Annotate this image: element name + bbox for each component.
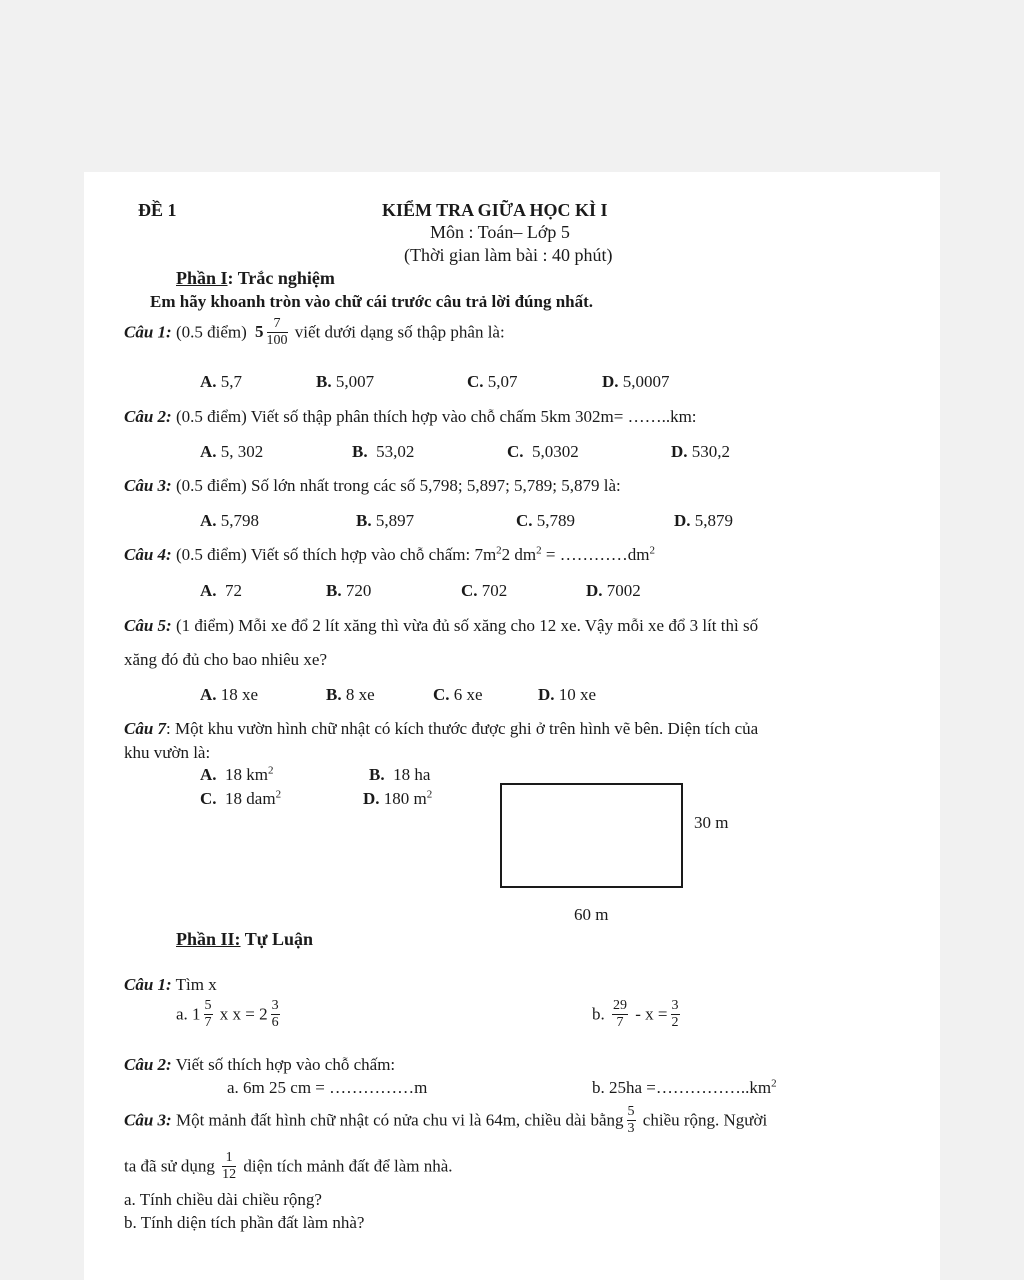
q1-fraction bbox=[267, 317, 288, 348]
exam-page bbox=[84, 172, 940, 1280]
q3-text bbox=[124, 476, 621, 496]
q2-label: Câu 2: bbox=[124, 407, 172, 426]
q4-label: Câu 4: bbox=[124, 545, 172, 564]
t1-part-a: a. 1 $\frac{5}{7}$ x x = 2 $\frac{3}{6}$ bbox=[176, 998, 279, 1030]
q2-option-c: C. 5,0302 bbox=[507, 442, 579, 461]
q5-label: Câu 5: bbox=[124, 616, 172, 635]
q7-option-b: B. 18 ha bbox=[369, 765, 431, 784]
t2-part-a: a. 6m 25 cm = ……………m bbox=[227, 1078, 428, 1097]
t2-text: Câu 2: Viết số thích hợp vào chỗ chấm: bbox=[124, 1055, 396, 1074]
q7-label: Câu 7 bbox=[124, 719, 167, 738]
exam-time: (Thời gian làm bài : 40 phút) bbox=[404, 245, 613, 265]
part1-title: Phần I bbox=[176, 268, 228, 288]
q5-line1: Câu 5: (1 điểm) Mỗi xe đổ 2 lít xăng thì vừa đủ số xăng cho 12 xe. Vậy mỗi xe đổ 3 lít thì số bbox=[124, 616, 759, 635]
q7-option-d: D. 180 $m^2$ bbox=[363, 788, 433, 808]
exam-number: ĐỀ 1 bbox=[138, 200, 177, 220]
t3-line2: ta đã sử dụng $\frac{1}{12}$ diện tích mảnh đất để làm nhà. bbox=[124, 1150, 453, 1182]
q1-numerator: 7 bbox=[267, 317, 288, 333]
q1-option-a: A. 5,7 bbox=[200, 372, 243, 391]
q7-line2: khu vườn là: bbox=[124, 743, 211, 762]
q3-question: (0.5 điểm) Số lớn nhất trong các số 5,798; 5,897; 5,789; 5,879 là: bbox=[175, 476, 621, 495]
t2-part-b: b. $25ha =\dots\dots\dots\dots\dots..km^2$ bbox=[592, 1077, 777, 1097]
t1-label: Câu 1: bbox=[124, 975, 172, 994]
t3-label: Câu 3: bbox=[124, 1110, 172, 1130]
q3-option-c: C. 5,789 bbox=[516, 511, 576, 530]
part2-title: Phần II: bbox=[176, 929, 241, 949]
part2-title-rest: Tự Luận bbox=[240, 929, 314, 949]
part1-instruction: Em hãy khoanh tròn vào chữ cái trước câu trả lời đúng nhất. bbox=[150, 292, 594, 311]
q1-denominator: 100 bbox=[266, 333, 288, 348]
q4-option-b: B. 720 bbox=[326, 581, 372, 600]
part1-heading bbox=[176, 268, 335, 289]
q1-label: Câu 1: bbox=[124, 322, 172, 342]
q5-option-a: A. 18 xe bbox=[200, 685, 259, 704]
t2-label: Câu 2: bbox=[124, 1055, 172, 1074]
q1-points: (0.5 điểm) bbox=[175, 322, 247, 342]
q7-option-a: A. 18 $km^2$ bbox=[200, 764, 274, 784]
t1-part-b: b. $\frac{29}{7}$ - x = $\frac{3}{2}$ bbox=[592, 998, 679, 1030]
q2-question: (0.5 điểm) Viết số thập phân thích hợp vào chỗ chấm 5km 302m= ……..km: bbox=[175, 407, 697, 426]
exam-title: KIỂM TRA GIỮA HỌC KÌ I bbox=[382, 200, 608, 220]
q5-option-d: D. 10 xe bbox=[538, 685, 597, 704]
t3-sub-a: a. Tính chiều dài chiều rộng? bbox=[124, 1190, 322, 1209]
q4-text: Câu 4: (0.5 điểm) Viết số thích hợp vào chỗ chấm: $7m^22$ $dm^2$ = $\dots\dots\dots\dots dm^2$ bbox=[124, 544, 655, 564]
q1-whole: 5 bbox=[255, 322, 264, 342]
garden-length-label: 60 m bbox=[574, 905, 609, 924]
q7-option-c: C. 18 dam$^2$ bbox=[200, 788, 282, 808]
q1-option-d: D. 5,0007 bbox=[602, 372, 670, 391]
q2-option-a: A. 5, 302 bbox=[200, 442, 264, 461]
q2-option-d: D. 530,2 bbox=[671, 442, 731, 461]
q7-line1: Câu 7: Một khu vườn hình chữ nhật có kích thước được ghi ở trên hình vẽ bên. Diện tích của bbox=[124, 719, 759, 738]
t1-text: Câu 1: Tìm x bbox=[124, 975, 217, 994]
q3-option-d: D. 5,879 bbox=[674, 511, 734, 530]
q3-label: Câu 3: bbox=[124, 476, 172, 495]
t3-line1: Câu 3: Một mảnh đất hình chữ nhật có nửa chu vi là 64m, chiều dài bằng $\frac{5}{3}$ chiều rộng. Người bbox=[124, 1104, 768, 1136]
q1-option-b: B. 5,007 bbox=[316, 372, 375, 391]
q2-option-b: B. 53,02 bbox=[352, 442, 415, 461]
exam-subject: Môn : Toán– Lớp 5 bbox=[430, 222, 570, 242]
q3-option-b: B. 5,897 bbox=[356, 511, 415, 530]
q3-option-a: A. 5,798 bbox=[200, 511, 260, 530]
part1-title-rest: : Trắc nghiệm bbox=[227, 268, 335, 288]
q5-option-b: B. 8 xe bbox=[326, 685, 375, 704]
t3-sub-b: b. Tính diện tích phần đất làm nhà? bbox=[124, 1213, 365, 1232]
q4-option-d: D. 7002 bbox=[586, 581, 641, 600]
q4-option-a: A. 72 bbox=[200, 581, 243, 600]
garden-rectangle bbox=[500, 783, 683, 888]
q1-text bbox=[124, 318, 505, 349]
q5-line2: xăng đó đủ cho bao nhiêu xe? bbox=[124, 650, 327, 669]
q1-question: viết dưới dạng số thập phân là: bbox=[294, 322, 505, 342]
part2-heading bbox=[176, 929, 313, 950]
q2-text bbox=[124, 407, 697, 427]
q5-option-c: C. 6 xe bbox=[433, 685, 483, 704]
q4-option-c: C. 702 bbox=[461, 581, 508, 600]
garden-width-label: 30 m bbox=[694, 813, 729, 832]
q1-option-c: C. 5,07 bbox=[467, 372, 518, 391]
